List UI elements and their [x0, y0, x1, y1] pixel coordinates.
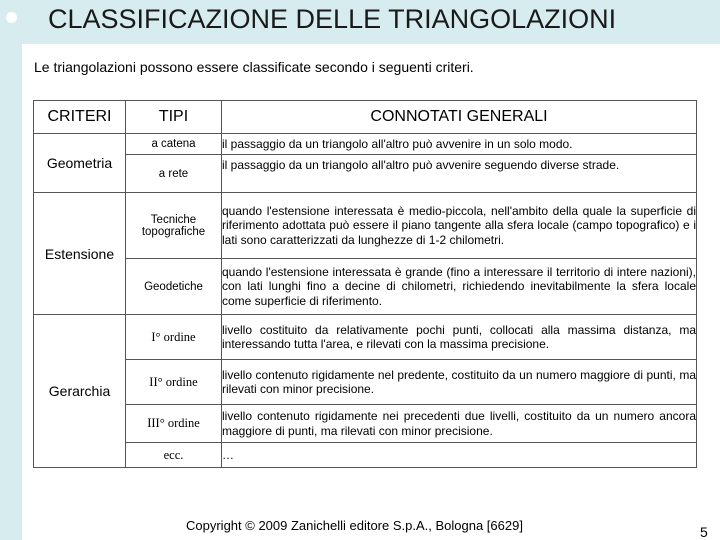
table-row — [34, 259, 697, 315]
type-cell: ecc. — [126, 443, 222, 468]
header-connotati: CONNOTATI GENERALI — [222, 101, 697, 134]
intro-text: Le triangolazioni possono essere classificate secondo i seguenti criteri. — [34, 59, 474, 75]
table-row — [34, 405, 697, 443]
bullet-icon — [6, 12, 17, 23]
table-header-row — [34, 101, 697, 134]
description-cell: … — [222, 443, 697, 468]
table-row — [34, 443, 697, 468]
description-cell: livello contenuto rigidamente nei precedenti due livelli, costituito da un numero ancora maggiore di punti, ma rilevati con minor precisione. — [222, 405, 697, 443]
description-cell: quando l'estensione interessata è medio-piccola, nell'ambito della quale la superficie di riferimento adottata può essere il piano tangente alla sfera locale (campo topografico) e i lati sono caratterizzati da lunghezze di 1-2 chilometri. — [222, 193, 697, 259]
description-cell: il passaggio da un triangolo all'altro può avvenire in un solo modo. — [222, 134, 697, 155]
page-number: 5 — [700, 524, 708, 540]
criterion-estensione: Estensione — [34, 193, 126, 315]
classification-table — [33, 100, 697, 468]
description-cell: livello costituito da relativamente pochi punti, collocati alla massima distanza, ma interessando tutta l'area, e rilevati con la massima precisione. — [222, 315, 697, 360]
description-cell: il passaggio da un triangolo all'altro può avvenire seguendo diverse strade. — [222, 155, 697, 193]
criterion-gerarchia: Gerarchia — [34, 315, 126, 468]
type-cell: I° ordine — [126, 315, 222, 360]
criterion-geometria: Geometria — [34, 134, 126, 193]
type-cell: III° ordine — [126, 405, 222, 443]
description-cell: quando l'estensione interessata è grande (fino a interessare il territorio di intere nazioni), con lati lunghi fino a decine di chilometri, richiedendo inevitabilmente la sfera locale come superficie di riferimento. — [222, 259, 697, 315]
slide-title: CLASSIFICAZIONE DELLE TRIANGOLAZIONI — [48, 4, 617, 34]
table-row — [34, 134, 697, 155]
type-cell: II° ordine — [126, 360, 222, 405]
header-criteri: CRITERI — [34, 101, 126, 134]
table-row — [34, 315, 697, 360]
type-cell: Tecniche topografiche — [126, 193, 222, 259]
copyright-footer: Copyright © 2009 Zanichelli editore S.p.A., Bologna [6629] — [186, 518, 523, 533]
table-row — [34, 360, 697, 405]
side-band — [0, 0, 22, 540]
header-tipi: TIPI — [126, 101, 222, 134]
description-cell: livello contenuto rigidamente nel predente, costituito da un numero maggiore di punti, ma rilevati con minor precisione. — [222, 360, 697, 405]
type-cell: a rete — [126, 155, 222, 193]
type-cell: Geodetiche — [126, 259, 222, 315]
table-row — [34, 155, 697, 193]
type-cell: a catena — [126, 134, 222, 155]
table-row — [34, 193, 697, 259]
